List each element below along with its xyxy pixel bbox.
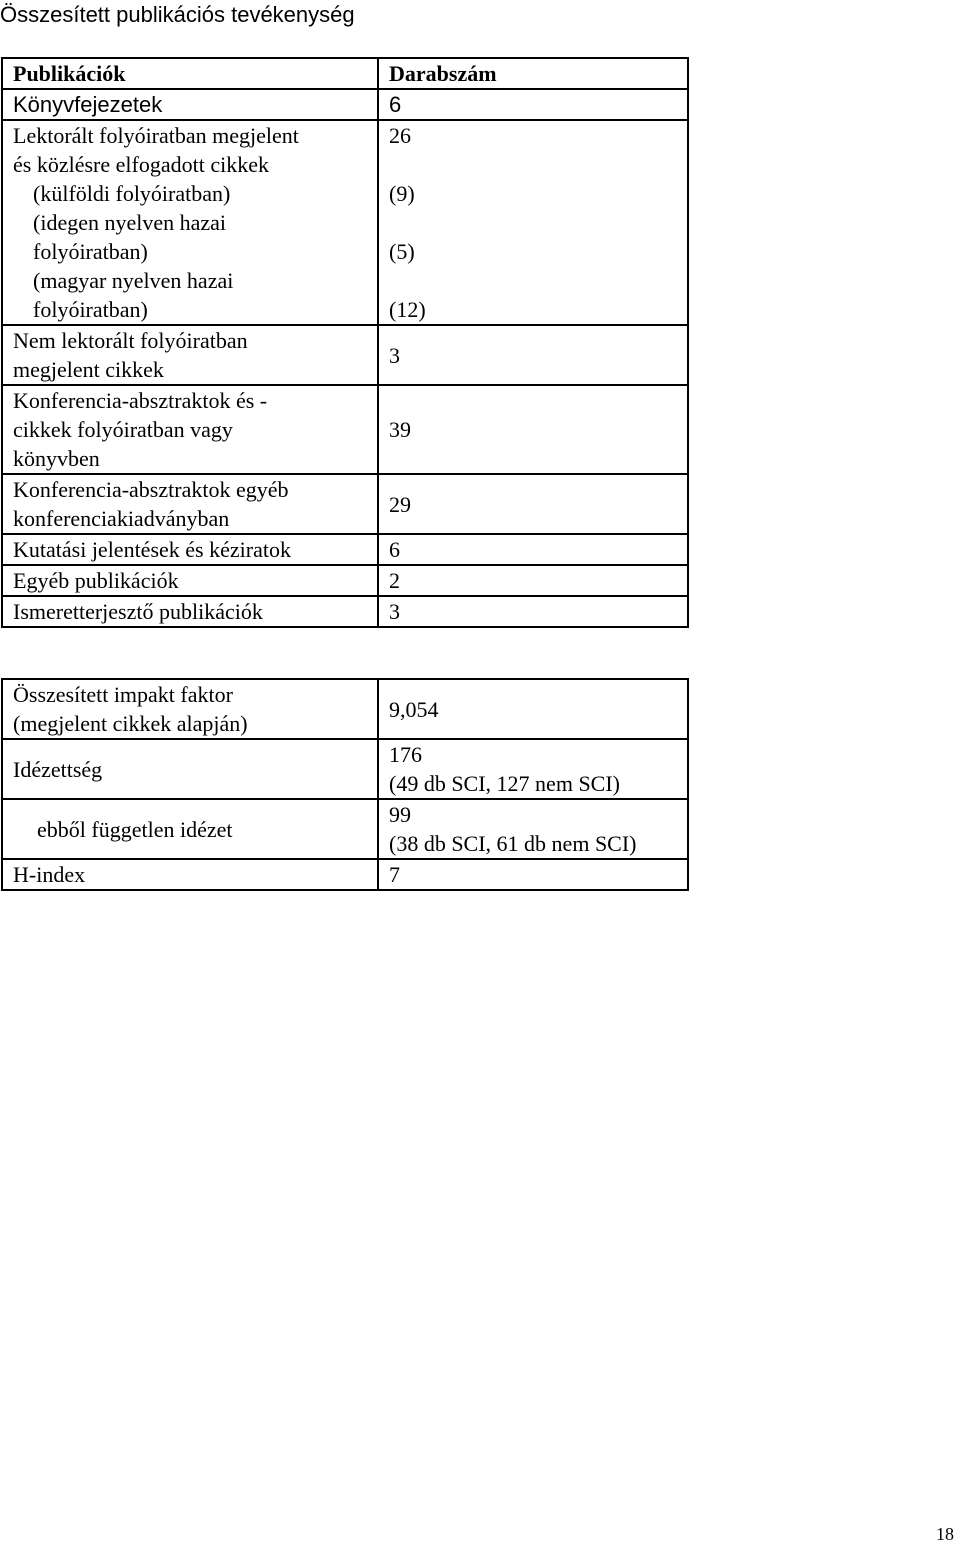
table-header-row	[2, 58, 688, 89]
row-label: Könyvfejezetek	[2, 89, 378, 120]
table-row	[2, 565, 688, 596]
row-value: 6	[378, 534, 688, 565]
row-value: 29	[378, 474, 688, 534]
label-line: Összesített impakt faktor	[13, 682, 233, 707]
header-count: Darabszám	[378, 58, 688, 89]
row-label: Egyéb publikációk	[2, 565, 378, 596]
table-row	[2, 799, 688, 859]
label-line: Lektorált folyóiratban megjelent	[13, 123, 299, 148]
row-label: H-index	[2, 859, 378, 890]
row-value: 3	[378, 325, 688, 385]
row-value	[378, 120, 688, 325]
spacer	[389, 208, 677, 237]
label-line: (megjelent cikkek alapján)	[13, 711, 248, 736]
sub-label-hungarian-domestic: (magyar nyelven hazai	[33, 268, 234, 293]
table-row	[2, 89, 688, 120]
label-line: Konferencia-absztraktok egyéb	[13, 477, 289, 502]
table-row	[2, 739, 688, 799]
publications-table	[1, 57, 689, 628]
value-line: (49 db SCI, 127 nem SCI)	[389, 771, 620, 796]
row-value: 2	[378, 565, 688, 596]
value-foreign: (9)	[389, 181, 415, 206]
row-value: 3	[378, 596, 688, 627]
table-row	[2, 596, 688, 627]
sub-label-hungarian-domestic-2: folyóiratban)	[33, 297, 148, 322]
value-line: 99	[389, 802, 411, 827]
sub-label-foreign: (külföldi folyóiratban)	[33, 181, 231, 206]
impact-table	[1, 678, 689, 891]
value-line: 176	[389, 742, 422, 767]
label-line: könyvben	[13, 446, 100, 471]
row-label: Kutatási jelentések és kéziratok	[2, 534, 378, 565]
table-row	[2, 120, 688, 325]
row-label	[2, 325, 378, 385]
row-label: Ismeretterjesztő publikációk	[2, 596, 378, 627]
value-reviewed: 26	[389, 123, 411, 148]
label-line: Konferencia-absztraktok és -	[13, 388, 268, 413]
table-row	[2, 679, 688, 739]
label-line: megjelent cikkek	[13, 357, 164, 382]
spacer	[389, 150, 677, 179]
row-value: 9,054	[378, 679, 688, 739]
spacer	[389, 266, 677, 295]
row-label	[2, 474, 378, 534]
value-line: (38 db SCI, 61 db nem SCI)	[389, 831, 637, 856]
row-value	[378, 739, 688, 799]
table-row	[2, 325, 688, 385]
table-row	[2, 859, 688, 890]
label-line: cikkek folyóiratban vagy	[13, 417, 233, 442]
row-label	[2, 120, 378, 325]
page-number: 18	[936, 1524, 954, 1544]
value-hungarian-domestic: (12)	[389, 297, 426, 322]
label-line: Nem lektorált folyóiratban	[13, 328, 248, 353]
row-value: 39	[378, 385, 688, 474]
row-label: ebből független idézet	[2, 799, 378, 859]
value-foreign-lang-domestic: (5)	[389, 239, 415, 264]
row-value: 6	[378, 89, 688, 120]
table-row	[2, 534, 688, 565]
header-publications: Publikációk	[2, 58, 378, 89]
row-value	[378, 799, 688, 859]
row-value: 7	[378, 859, 688, 890]
row-label	[2, 385, 378, 474]
row-label: Idézettség	[2, 739, 378, 799]
sub-label-foreign-lang-domestic: (idegen nyelven hazai	[33, 210, 227, 235]
page-title: Összesített publikációs tevékenység	[0, 2, 355, 27]
table-row	[2, 474, 688, 534]
label-line: konferenciakiadványban	[13, 506, 230, 531]
row-label	[2, 679, 378, 739]
label-line: és közlésre elfogadott cikkek	[13, 152, 269, 177]
table-row	[2, 385, 688, 474]
sub-label-foreign-lang-domestic-2: folyóiratban)	[33, 239, 148, 264]
